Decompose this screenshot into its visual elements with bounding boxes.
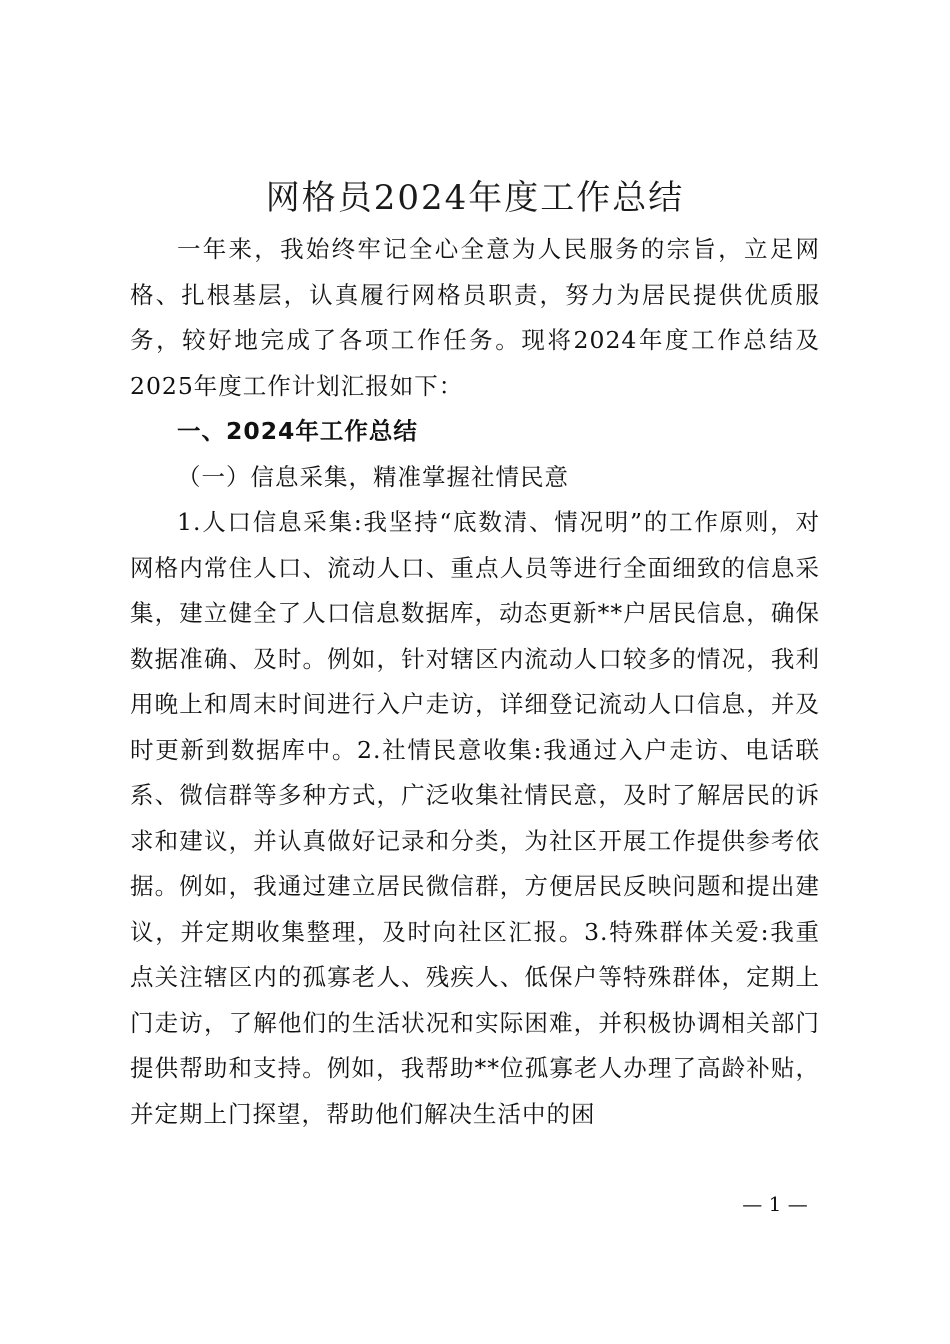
page-number: — 1 — [742,1192,808,1216]
document-title: 网格员2024年度工作总结 [265,178,685,218]
document-body [130,227,820,1137]
section-heading: 一、2024年工作总结 [177,417,418,445]
subsection-heading: （一）信息采集，精准掌握社情民意 [177,462,569,491]
body-paragraph: 1.人口信息采集:我坚持“底数清、情况明”的工作原则，对网格内常住人口、流动人口、重点人员等进行全面细致的信息采集，建立健全了人口信息数据库，动态更新**户居民信息，确保数据准确、及时。例如，针对辖区内流动人口较多的情况，我利用晚上和周末时间进行入户走访，详细登记流动人口信息，并及时更新到数据库中。2.社情民意收集:我通过入户走访、电话联系、微信群等多种方式，广泛收集社情民意，及时了解居民的诉求和建议，并认真做好记录和分类，为社区开展工作提供参考依据。例如，我通过建立居民微信群，方便居民反映问题和提出建议，并定期收集整理，及时向社区汇报。3.特殊群体关爱:我重点关注辖区内的孤寡老人、残疾人、低保户等特殊群体，定期上门走访，了解他们的生活状况和实际困难，并积极协调相关部门提供帮助和支持。例如，我帮助**位孤寡老人办理了高龄补贴，并定期上门探望，帮助他们解决生活中的困 [130,508,820,1128]
intro-paragraph: 一年来，我始终牢记全心全意为人民服务的宗旨，立足网格、扎根基层，认真履行网格员职责，努力为居民提供优质服务，较好地完成了各项工作任务。现将2024年度工作总结及2025年度工作计划汇报如下： [130,235,820,400]
